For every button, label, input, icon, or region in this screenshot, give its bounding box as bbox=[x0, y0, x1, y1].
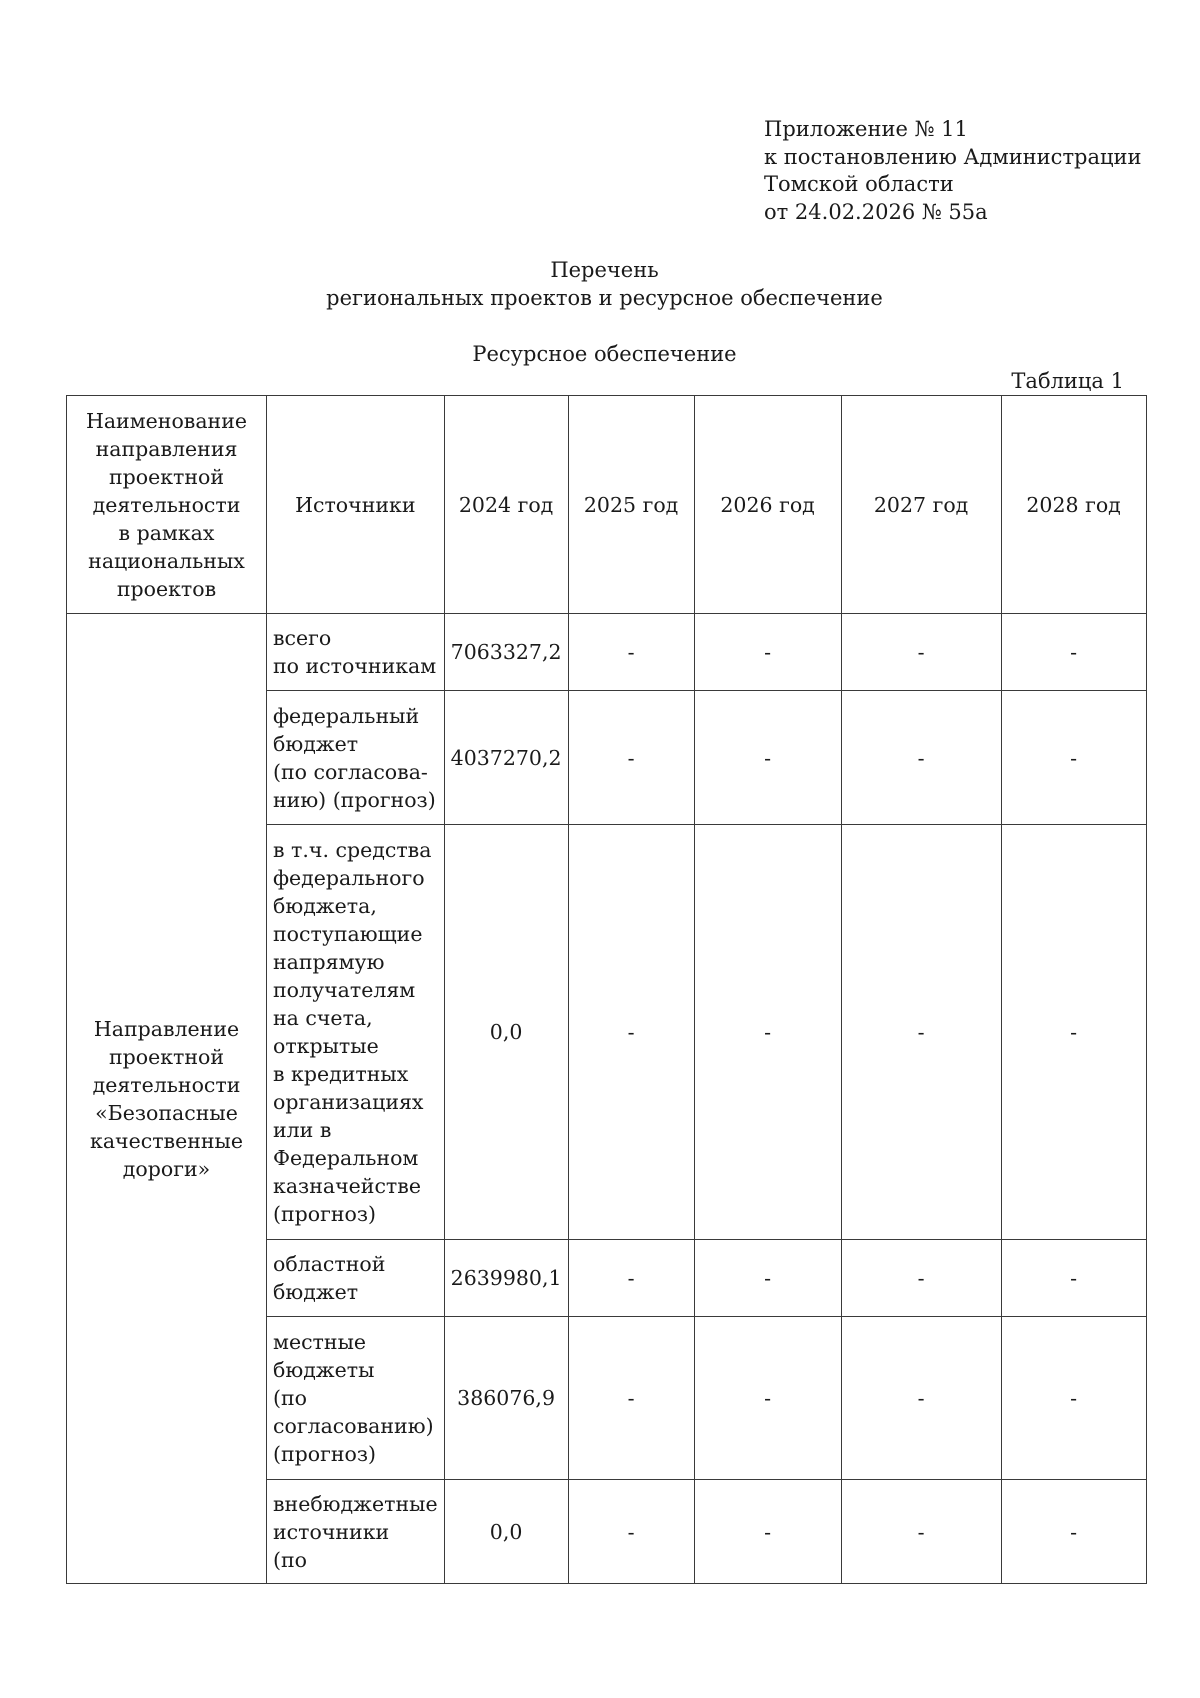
value-2027: - bbox=[841, 1480, 1001, 1584]
document-title bbox=[0, 256, 1200, 312]
source-line: федеральный bbox=[273, 703, 420, 728]
direction-line: «Безопасные bbox=[95, 1100, 238, 1125]
source-line: получателям bbox=[273, 978, 416, 1002]
header-2024: 2024 год bbox=[444, 396, 568, 614]
source-line: согласованию) bbox=[273, 1414, 434, 1438]
header-direction-line: направления bbox=[95, 436, 238, 461]
appendix-line: Томской области bbox=[764, 172, 954, 196]
source-line: в т.ч. средства bbox=[273, 838, 432, 862]
document-subtitle: Ресурсное обеспечение bbox=[472, 342, 737, 366]
appendix-line: к постановлению Администрации bbox=[764, 144, 1142, 169]
source-line: внебюджетные bbox=[273, 1491, 438, 1516]
value-2028: - bbox=[1001, 1480, 1146, 1584]
source-cell bbox=[267, 825, 445, 1240]
value-2025: - bbox=[568, 614, 694, 691]
value-2026: - bbox=[694, 1240, 841, 1317]
source-line: в кредитных bbox=[273, 1062, 409, 1086]
appendix-line: Приложение № 11 bbox=[764, 117, 968, 141]
value-2025: - bbox=[568, 691, 694, 825]
header-direction bbox=[67, 396, 267, 614]
value-2024: 7063327,2 bbox=[444, 614, 568, 691]
source-line: нию) (прогноз) bbox=[273, 787, 436, 812]
source-line: бюджета, bbox=[273, 894, 377, 918]
value-2025: - bbox=[568, 1480, 694, 1584]
source-line: или в bbox=[273, 1118, 332, 1142]
source-line: организациях bbox=[273, 1090, 424, 1114]
value-2027: - bbox=[841, 825, 1001, 1240]
header-direction-line: проектной bbox=[108, 464, 225, 489]
direction-line: деятельности bbox=[92, 1072, 241, 1097]
direction-line: дороги» bbox=[122, 1156, 211, 1181]
value-2026: - bbox=[694, 614, 841, 691]
value-2025: - bbox=[568, 1240, 694, 1317]
value-2024: 0,0 bbox=[444, 1480, 568, 1584]
source-line: (по bbox=[273, 1547, 308, 1572]
source-line: местные bbox=[273, 1330, 367, 1354]
source-line: на счета, bbox=[273, 1006, 373, 1030]
header-direction-line: проектов bbox=[116, 576, 217, 601]
value-2024: 0,0 bbox=[444, 825, 568, 1240]
source-line: поступающие bbox=[273, 922, 423, 946]
direction-line: проектной bbox=[108, 1044, 225, 1069]
table-row bbox=[67, 614, 1147, 691]
source-line: бюджет bbox=[273, 1280, 359, 1304]
source-line: напрямую bbox=[273, 950, 385, 974]
header-direction-line: национальных bbox=[88, 548, 245, 573]
appendix-line: от 24.02.2026 № 55а bbox=[764, 199, 988, 224]
source-line: открытые bbox=[273, 1034, 379, 1058]
value-2025: - bbox=[568, 825, 694, 1240]
value-2028: - bbox=[1001, 614, 1146, 691]
value-2026: - bbox=[694, 1480, 841, 1584]
header-2028: 2028 год bbox=[1001, 396, 1146, 614]
header-direction-line: Наименование bbox=[85, 408, 248, 433]
source-cell bbox=[267, 1480, 445, 1584]
resource-table bbox=[66, 395, 1147, 1584]
direction-line: качественные bbox=[90, 1128, 243, 1153]
source-line: казначействе bbox=[273, 1174, 421, 1198]
direction-cell bbox=[67, 614, 267, 1584]
source-line: федерального bbox=[273, 866, 425, 890]
value-2028: - bbox=[1001, 825, 1146, 1240]
title-line: Перечень bbox=[550, 258, 659, 282]
source-line: (по bbox=[273, 1386, 308, 1410]
header-2025: 2025 год bbox=[568, 396, 694, 614]
value-2028: - bbox=[1001, 691, 1146, 825]
value-2024: 386076,9 bbox=[444, 1317, 568, 1480]
source-cell bbox=[267, 691, 445, 825]
title-line: региональных проектов и ресурсное обеспечение bbox=[326, 286, 883, 310]
value-2024: 4037270,2 bbox=[444, 691, 568, 825]
header-direction-line: в рамках bbox=[118, 520, 215, 545]
header-2027: 2027 год bbox=[841, 396, 1001, 614]
source-line: (прогноз) bbox=[273, 1442, 377, 1466]
source-line: (прогноз) bbox=[273, 1202, 377, 1226]
value-2028: - bbox=[1001, 1317, 1146, 1480]
source-cell bbox=[267, 1240, 445, 1317]
value-2027: - bbox=[841, 691, 1001, 825]
value-2026: - bbox=[694, 1317, 841, 1480]
value-2027: - bbox=[841, 1240, 1001, 1317]
source-line: областной bbox=[273, 1252, 386, 1276]
value-2025: - bbox=[568, 1317, 694, 1480]
source-line: бюджеты bbox=[273, 1358, 375, 1382]
source-line: всего bbox=[273, 626, 332, 650]
source-line: (по согласова- bbox=[273, 759, 428, 784]
header-row bbox=[67, 396, 1147, 614]
source-line: источники bbox=[273, 1519, 390, 1544]
direction-line: Направление bbox=[93, 1016, 240, 1041]
appendix-block bbox=[764, 116, 1142, 226]
value-2024: 2639980,1 bbox=[444, 1240, 568, 1317]
value-2028: - bbox=[1001, 1240, 1146, 1317]
source-line: по источникам bbox=[273, 654, 437, 678]
value-2026: - bbox=[694, 691, 841, 825]
value-2027: - bbox=[841, 614, 1001, 691]
value-2027: - bbox=[841, 1317, 1001, 1480]
source-line: бюджет bbox=[273, 731, 359, 756]
table-label: Таблица 1 bbox=[1011, 369, 1124, 393]
header-direction-line: деятельности bbox=[92, 492, 241, 517]
value-2026: - bbox=[694, 825, 841, 1240]
source-line: Федеральном bbox=[273, 1146, 419, 1170]
header-2026: 2026 год bbox=[694, 396, 841, 614]
header-sources: Источники bbox=[267, 396, 445, 614]
source-cell bbox=[267, 614, 445, 691]
source-cell bbox=[267, 1317, 445, 1480]
